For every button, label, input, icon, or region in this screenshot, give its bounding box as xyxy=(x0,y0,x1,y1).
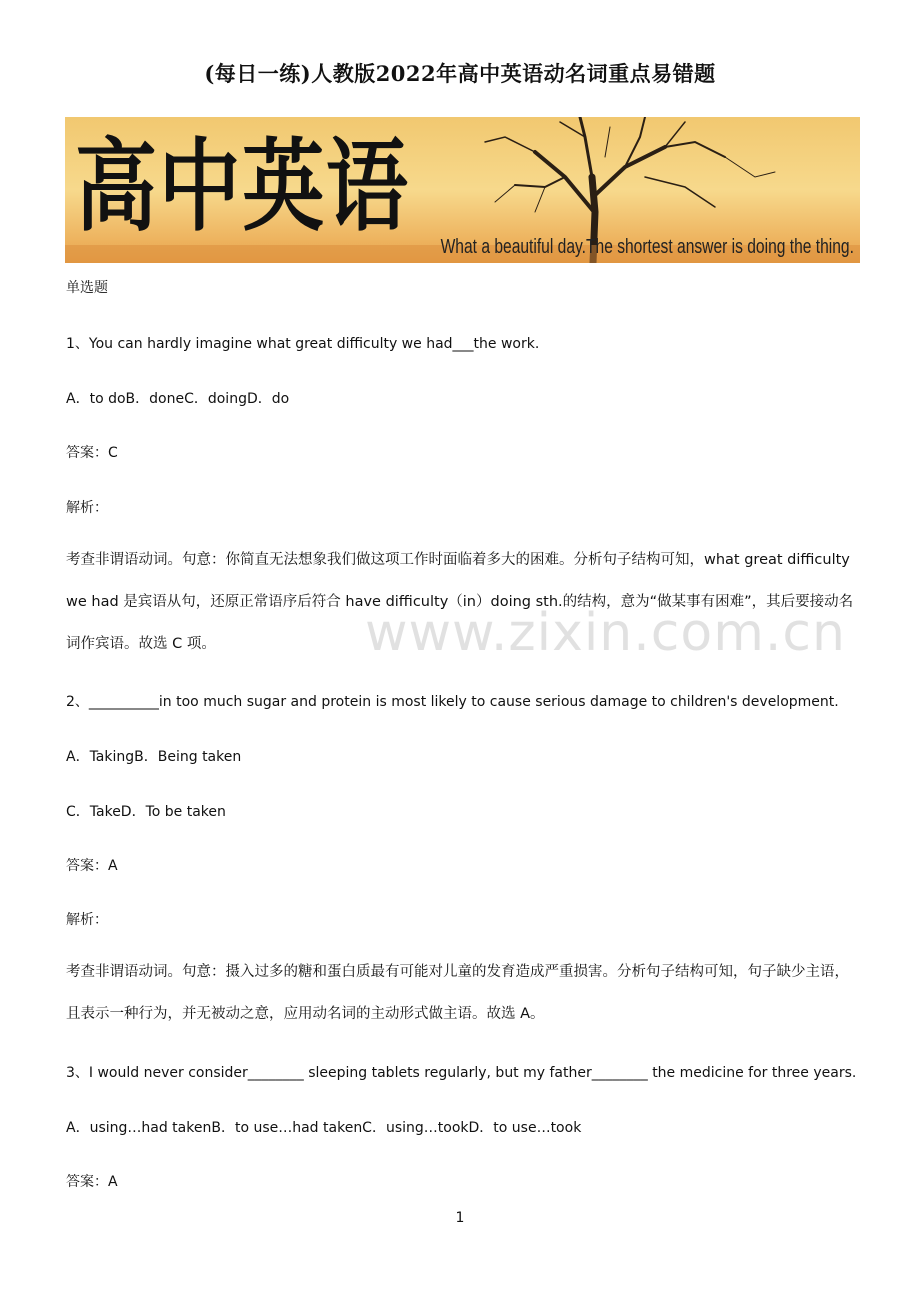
question-1-analysis: 考查非谓语动词。句意：你简直无法想象我们做这项工作时面临着多大的困难。分析句子结构可知，what great difficulty we had 是宾语从句，还原正常语序后符合 have difficulty（in）doing sth.的结构，意为“做某事有困难”，其后要接动名词作宾语。故选 C 项。 xyxy=(66,552,854,652)
question-3-stem: 3、I would never consider________ sleeping tablets regularly, but my father________ the medicine for three years. xyxy=(66,1065,857,1081)
section-label: 单选题 xyxy=(66,280,108,296)
question-2-answer: 答案：A xyxy=(66,858,118,874)
question-1-options: A．to doB．doneC．doingD．do xyxy=(66,391,290,407)
banner-slogan: What a beautiful day.The shortest answer is doing the thing. xyxy=(440,236,854,258)
banner-title: 高中英语 xyxy=(75,127,410,245)
question-1-analysis-label: 解析： xyxy=(66,500,108,516)
banner-image xyxy=(65,117,860,263)
question-1-answer: 答案：C xyxy=(66,445,118,461)
question-2-options-cd: C．TakeD．To be taken xyxy=(66,804,226,820)
document-title: (每日一练)人教版2022年高中英语动名词重点易错题 xyxy=(204,61,716,86)
page-number: 1 xyxy=(455,1210,465,1226)
question-2-options-ab: A．TakingB．Being taken xyxy=(66,749,242,765)
question-3-answer: 答案：A xyxy=(66,1174,118,1190)
question-3-options: A．using…had takenB．to use…had takenC．using…tookD．to use…took xyxy=(66,1120,582,1136)
question-2-stem: 2、__________in too much sugar and protein is most likely to cause serious damage to children's development. xyxy=(66,694,839,710)
watermark: www.zixin.com.cn xyxy=(365,603,846,663)
question-1-stem: 1、You can hardly imagine what great difficulty we had___the work. xyxy=(66,336,540,352)
question-2-analysis: 考查非谓语动词。句意：摄入过多的糖和蛋白质最有可能对儿童的发育造成严重损害。分析句子结构可知，句子缺少主语，且表示一种行为，并无被动之意，应用动名词的主动形式做主语。故选 A。 xyxy=(66,964,849,1022)
question-2-analysis-label: 解析： xyxy=(66,912,108,928)
